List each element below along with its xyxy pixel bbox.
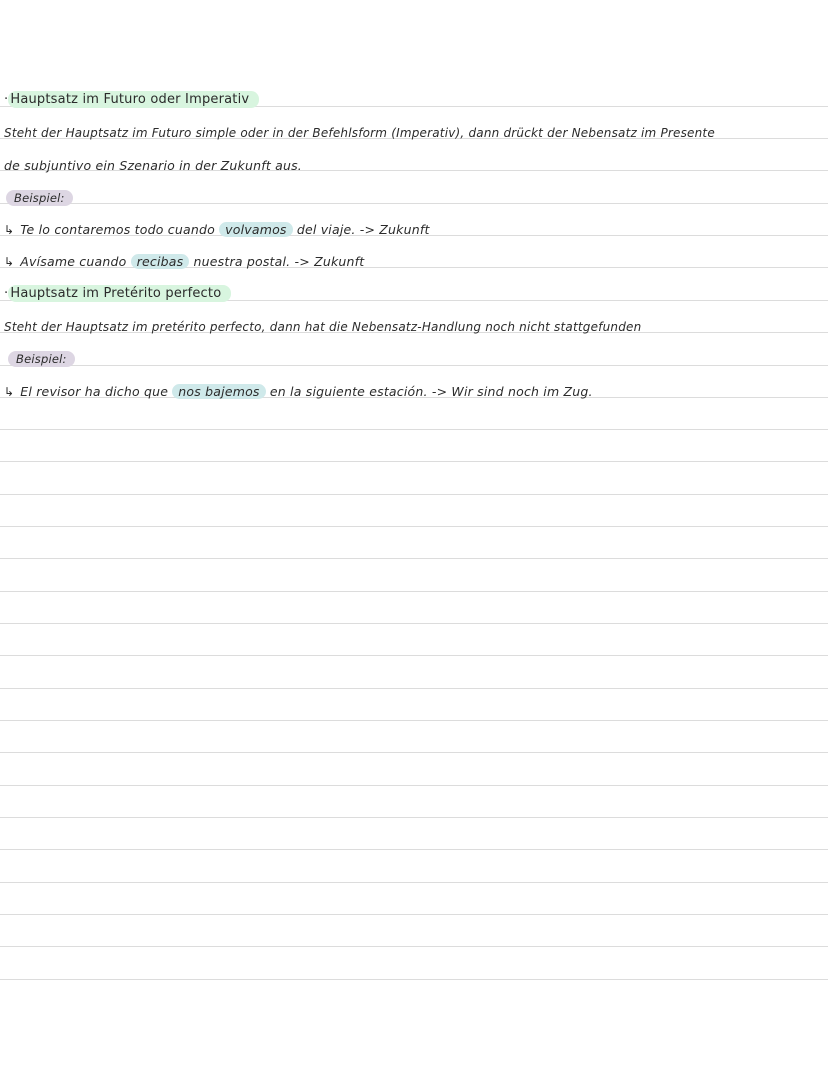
section-2-example-label-line [8, 351, 75, 366]
return-arrow-icon: ↳ [4, 255, 15, 269]
rule-line [0, 817, 828, 818]
rule-line [0, 655, 828, 656]
section-2-heading: Hauptsatz im Pretérito perfecto [8, 285, 231, 302]
example-text-before: El revisor ha dicho que [20, 384, 169, 399]
example-text-before: Avísame cuando [20, 254, 127, 269]
rule-line [0, 849, 828, 850]
bullet-dot-icon: · [4, 286, 9, 301]
rule-line [0, 946, 828, 947]
bullet-dot-icon: · [4, 92, 9, 107]
section-1-example-label-line [6, 190, 73, 205]
rule-line [0, 461, 828, 462]
return-arrow-icon: ↳ [4, 385, 15, 399]
example-text-after: nuestra postal. -> Zukunft [193, 254, 365, 269]
rule-line [0, 365, 828, 366]
section-1-paragraph-line-1: Steht der Hauptsatz im Futuro simple oder in der Befehlsform (Imperativ), dann drückt der Nebensatz im Presente [4, 126, 715, 140]
section-1-example-2 [4, 254, 364, 269]
section-1-heading: Hauptsatz im Futuro oder Imperativ [8, 91, 259, 108]
rule-line [0, 979, 828, 980]
rule-line [0, 882, 828, 883]
rule-line [0, 688, 828, 689]
rule-line [0, 526, 828, 527]
section-2-example-1 [4, 384, 593, 399]
example-highlight: nos bajemos [172, 384, 265, 399]
example-text-after: del viaje. -> Zukunft [296, 222, 430, 237]
rule-line [0, 785, 828, 786]
section-2-heading-line [4, 286, 231, 301]
rule-line [0, 752, 828, 753]
example-text-after: en la siguiente estación. -> Wir sind noch im Zug. [269, 384, 593, 399]
section-1-example-1 [4, 222, 430, 237]
example-label: Beispiel: [6, 190, 73, 206]
example-highlight: volvamos [219, 222, 293, 237]
rule-line [0, 914, 828, 915]
rule-line [0, 494, 828, 495]
rule-line [0, 429, 828, 430]
example-highlight: recibas [131, 254, 190, 269]
section-1-heading-line [4, 92, 259, 107]
example-label: Beispiel: [8, 351, 75, 367]
rule-line [0, 203, 828, 204]
section-2-paragraph-line-1: Steht der Hauptsatz im pretérito perfecto, dann hat die Nebensatz-Handlung noch nicht stattgefunden [4, 320, 642, 334]
rule-line [0, 623, 828, 624]
rule-line [0, 558, 828, 559]
example-text-before: Te lo contaremos todo cuando [20, 222, 215, 237]
return-arrow-icon: ↳ [4, 223, 15, 237]
rule-line [0, 720, 828, 721]
section-1-paragraph-line-2: de subjuntivo ein Szenario in der Zukunft aus. [4, 158, 302, 173]
rule-line [0, 591, 828, 592]
